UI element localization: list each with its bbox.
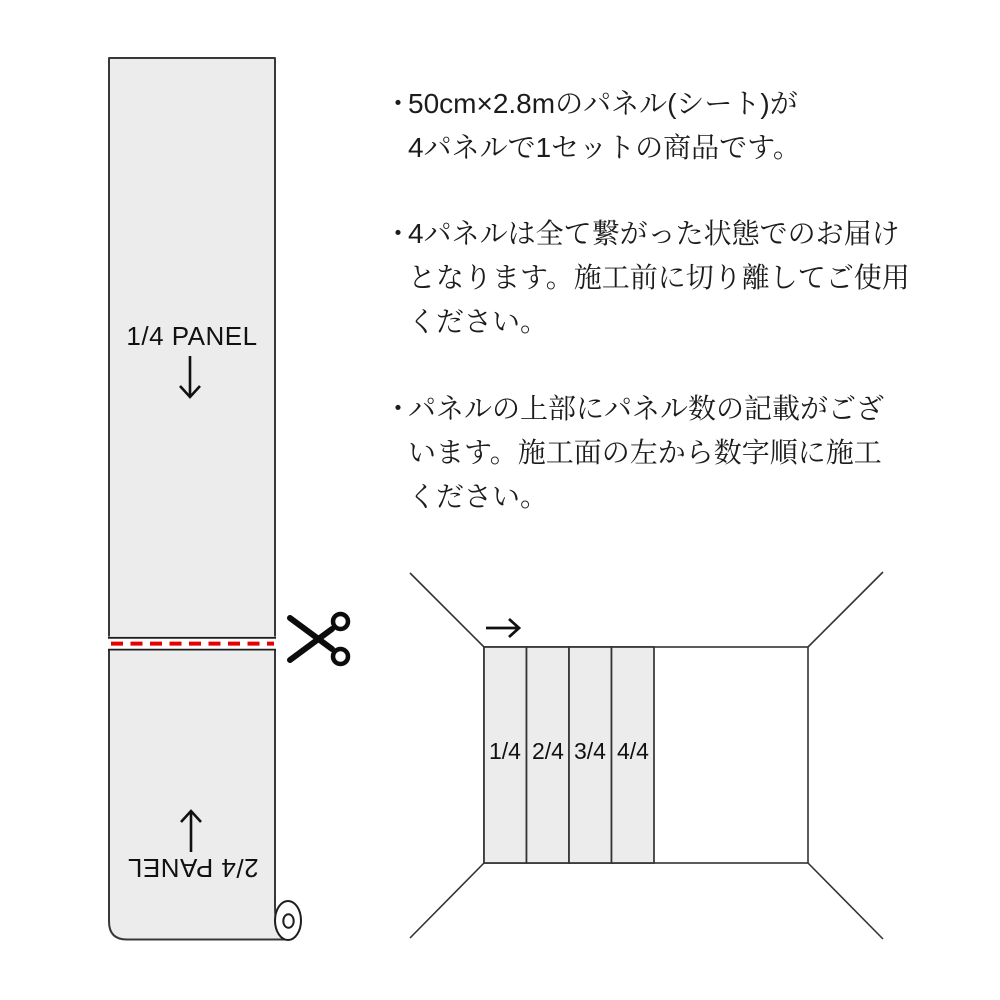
right-arrow-icon	[486, 619, 519, 637]
cut-line	[107, 637, 277, 651]
note-line: となります。施工前に切り離してご使用	[408, 262, 910, 293]
note-item-1	[384, 82, 964, 170]
product-sheet	[107, 58, 348, 940]
panel-number-label-2: 2/4	[532, 738, 564, 764]
panel-number-label-4: 4/4	[617, 738, 649, 764]
ceiling-right-edge	[808, 572, 883, 647]
note-line: います。施工面の左から数字順に施工	[408, 437, 882, 468]
bullet-dot: ・	[384, 88, 413, 119]
scissors-icon	[290, 614, 348, 664]
panel-bottom-label: 2/4 PANEL	[127, 853, 259, 883]
ceiling-left-edge	[410, 573, 484, 647]
bullet-dot: ・	[384, 218, 413, 249]
note-line: ください。	[408, 481, 549, 512]
note-line: 4パネルで1セットの商品です。	[408, 132, 801, 163]
roll-end	[275, 901, 301, 940]
roll-core	[283, 914, 293, 928]
floor-left-edge	[410, 863, 484, 938]
note-item-3	[384, 387, 964, 519]
note-line: パネルの上部にパネル数の記載がござ	[408, 393, 885, 424]
panel-number-label-1: 1/4	[489, 738, 521, 764]
note-line: ください。	[408, 306, 549, 337]
bullet-dot: ・	[384, 393, 413, 424]
panel-top-label: 1/4 PANEL	[126, 321, 258, 351]
note-line: 50cm×2.8mのパネル(シート)が	[408, 88, 798, 119]
note-item-2	[384, 212, 964, 344]
note-line: 4パネルは全て繋がった状態でのお届け	[408, 218, 900, 249]
sheet-outline	[109, 58, 287, 940]
floor-right-edge	[808, 863, 883, 939]
panel-number-label-3: 3/4	[574, 738, 606, 764]
